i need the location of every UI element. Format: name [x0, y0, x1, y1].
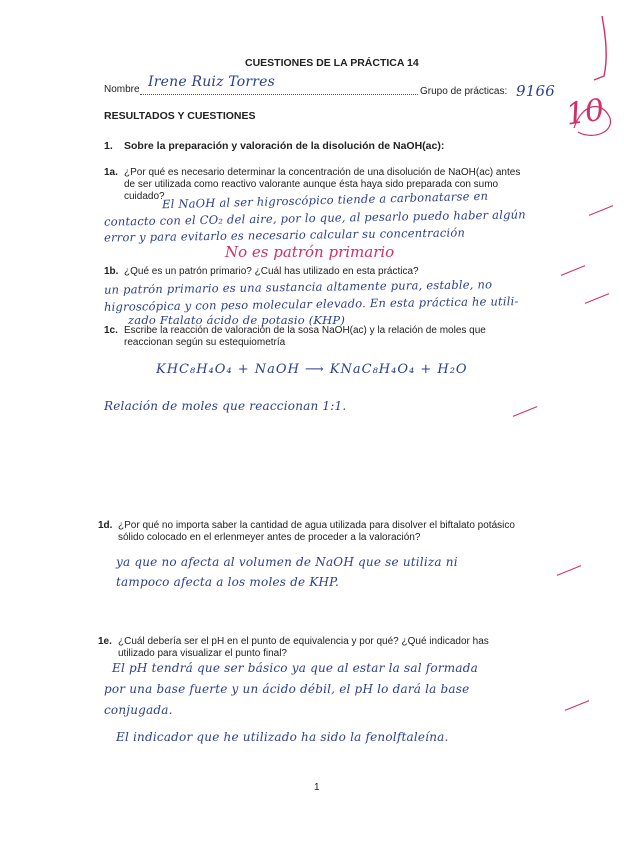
page-number: 1: [314, 782, 320, 793]
q1e-answer-line-3: conjugada.: [104, 703, 173, 717]
q1d-answer-line-2: tampoco afecta a los moles de KHP.: [116, 575, 340, 589]
group-value: 9166: [516, 82, 555, 100]
q1a-answer-line-2: contacto con el CO₂ del aire, por lo que, al pesarlo puedo haber algún: [103, 207, 526, 229]
q1c-question-line-2: reaccionan según su estequiometría: [124, 337, 286, 348]
page-title: CUESTIONES DE LA PRÁCTICA 14: [245, 57, 419, 69]
q1a-check-mark: [589, 205, 613, 216]
q1c-question-line-1: Escribe la reacción de valoración de la sosa NaOH(ac) y la relación de moles que: [124, 325, 486, 336]
grade-mark: 10: [563, 92, 607, 133]
q1a-answer-line-3: error y para evitarlo es necesario calcular su concentración: [103, 225, 466, 245]
q1a-question-line-1: ¿Por qué es necesario determinar la concentración de una disolución de NaOH(ac) antes: [124, 167, 521, 178]
q1c-reaction: KHC₈H₄O₄ + NaOH ⟶ KNaC₈H₄O₄ + H₂O: [156, 362, 468, 377]
q1e-check-mark: [565, 700, 589, 711]
q1e-question-line-2: utilizado para visualizar el punto final?: [118, 648, 287, 659]
q1-title: Sobre la preparación y valoración de la disolución de NaOH(ac):: [124, 140, 445, 152]
name-underline: [140, 94, 418, 95]
q1b-check-mark-2: [585, 293, 609, 304]
q1d-question-line-2: sólido colocado en el erlenmeyer antes de proceder a la valoración?: [118, 532, 421, 543]
q1e-answer-line-4: El indicador que he utilizado ha sido la fenolftaleína.: [116, 730, 449, 744]
section-heading: RESULTADOS Y CUESTIONES: [104, 110, 256, 122]
q1-number: 1.: [104, 140, 113, 152]
q1d-answer-line-1: ya que no afecta al volumen de NaOH que se utiliza ni: [116, 555, 458, 569]
q1d-question-line-1: ¿Por qué no importa saber la cantidad de agua utilizada para disolver el biftalato potásico: [118, 520, 515, 531]
q1b-question: ¿Qué es un patrón primario? ¿Cuál has utilizado en esta práctica?: [124, 266, 419, 277]
q1a-question-line-3: cuidado?: [124, 191, 165, 202]
q1b-answer-line-1: un patrón primario es una sustancia altamente pura, estable, no: [103, 277, 493, 297]
q1a-number: 1a.: [104, 167, 118, 178]
q1e-answer-line-2: por una base fuerte y un ácido débil, el pH lo dará la base: [104, 682, 470, 696]
q1a-question-line-2: de ser utilizada como reactivo valorante aunque ésta haya sido preparada con sumo: [124, 179, 499, 190]
q1c-answer: Relación de moles que reaccionan 1:1.: [104, 399, 347, 413]
q1a-answer-line-1: El NaOH al ser higroscópico tiende a carbonatarse en: [161, 188, 489, 212]
grade-mark-strokes: [552, 8, 622, 148]
q1e-question-line-1: ¿Cuál debería ser el pH en el punto de equivalencia y por qué? ¿Qué indicador has: [118, 636, 489, 647]
q1c-check-mark: [513, 406, 537, 417]
q1b-check-mark: [561, 265, 585, 276]
name-value: Irene Ruiz Torres: [148, 74, 276, 90]
q1b-answer-line-3: zado Ftalato ácido de potasio (KHP): [128, 313, 346, 327]
q1c-number: 1c.: [104, 325, 118, 336]
q1d-number: 1d.: [98, 520, 113, 531]
q1a-correction: No es patrón primario: [225, 243, 395, 261]
q1e-number: 1e.: [98, 636, 112, 647]
q1b-answer-line-2: higroscópica y con peso molecular elevado. En esta práctica he utili-: [103, 294, 519, 314]
q1d-check-mark: [557, 565, 581, 576]
q1e-answer-line-1: El pH tendrá que ser básico ya que al estar la sal formada: [112, 661, 478, 675]
group-label: Grupo de prácticas:: [420, 86, 508, 97]
q1b-number: 1b.: [104, 266, 119, 277]
name-label: Nombre: [104, 84, 140, 95]
